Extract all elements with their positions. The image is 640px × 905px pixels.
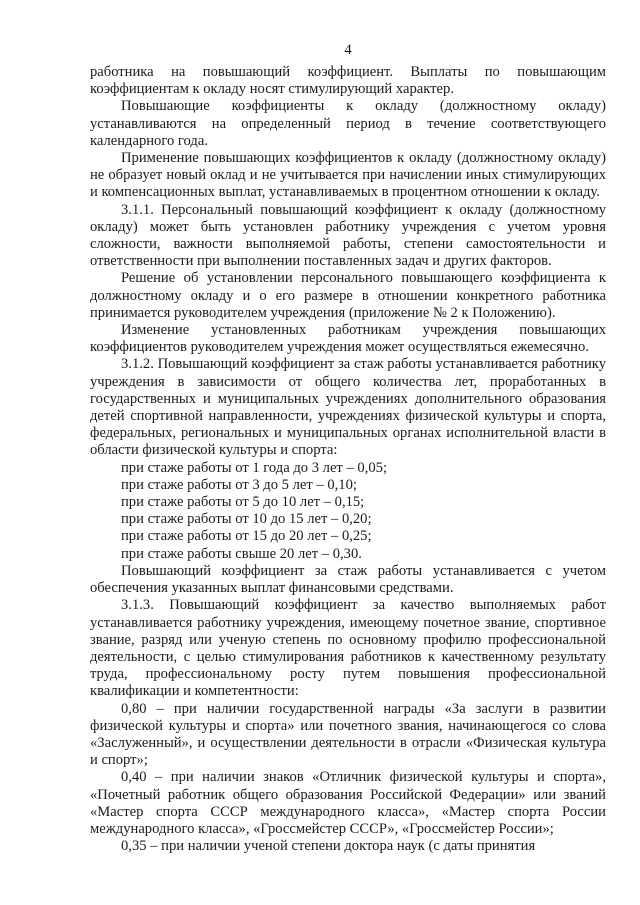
coefficient-035-paragraph: 0,35 – при наличии ученой степени доктора наук (с даты принятия xyxy=(121,838,536,855)
list-item: при стаже работы от 10 до 15 лет – 0,20; xyxy=(121,511,372,528)
list-item: при стаже работы свыше 20 лет – 0,30. xyxy=(121,545,362,562)
paragraph-2: Повышающие коэффициенты к окладу (должностному окладу) устанавливаются на определенный период в течение соответствующего календарного года. xyxy=(90,98,606,149)
section-3-1-3: 3.1.3. Повышающий коэффициент за качество выполняемых работ устанавливается работнику учреждения, имеющему почетное звание, спортивное звание, разряд или ученую степень по основному профилю профессиональной деятельности, с целью стимулирования работников к качественному результату труда, профессиональному росту путем повышения профессиональной квалификации и компетентности: xyxy=(90,597,606,700)
section-3-1-1: 3.1.1. Персональный повышающий коэффициент к окладу (должностному окладу) может быть установлен работнику учреждения с учетом уровня сложности, важности выполняемой работы, степени самостоятельности и ответственности при выполнении поставленных задач и других факторов. xyxy=(90,201,606,270)
paragraph-5: Решение об установлении персонального повышающего коэффициента к должностному окладу и о его размере в отношении конкретного работника принимается руководителем учреждения (приложение № 2 к Положению). xyxy=(90,270,606,321)
list-item: при стаже работы от 15 до 20 лет – 0,25; xyxy=(121,528,372,545)
paragraph-6: Изменение установленных работникам учреждения повышающих коэффициентов руководителем учреждения может осуществляться ежемесячно. xyxy=(90,322,606,356)
coefficient-080-paragraph: 0,80 – при наличии государственной награды «За заслуги в развитии физической культуры и спорта» или почетного звания, начинающегося со слова «Заслуженный», и осуществлении деятельности в отрасли «Физическая культура и спорт»; xyxy=(90,700,606,769)
paragraph-funding: Повышающий коэффициент за стаж работы устанавливается с учетом обеспечения указанных выплат финансовыми средствами. xyxy=(90,562,606,597)
paragraph-1: работника на повышающий коэффициент. Выплаты по повышающим коэффициентам к окладу носят стимулирующий характер. xyxy=(90,64,606,98)
list-item: при стаже работы от 3 до 5 лет – 0,10; xyxy=(121,476,357,493)
list-item: при стаже работы от 5 до 10 лет – 0,15; xyxy=(121,494,365,511)
seniority-coefficient-list xyxy=(90,460,606,563)
document-page xyxy=(90,40,606,855)
paragraph-3: Применение повышающих коэффициентов к окладу (должностному окладу) не образует новый оклад и не учитывается при начислении иных стимулирующих и компенсационных выплат, устанавливаемых в процентном отношении к окладу. xyxy=(90,150,606,201)
list-item: при стаже работы от 1 года до 3 лет – 0,05; xyxy=(121,459,387,476)
coefficient-040-paragraph: 0,40 – при наличии знаков «Отличник физической культуры и спорта», «Почетный работник общего образования Российской Федерации» или званий «Мастер спорта СССР международного класса», «Мастер спорта России международного класса», «Гроссмейстер СССР», «Гроссмейстер России»; xyxy=(90,769,606,837)
section-3-1-2: 3.1.2. Повышающий коэффициент за стаж работы устанавливается работнику учреждения в зависимости от общего количества лет, проработанных в государственных и муниципальных учреждениях дополнительного образования детей спортивной направленности, учреждениях физической культуры и спорта, федеральных, региональных и муниципальных органах исполнительной власти в области физической культуры и спорта: xyxy=(90,356,606,459)
document-body xyxy=(90,64,606,855)
page-number: 4 xyxy=(344,42,352,58)
